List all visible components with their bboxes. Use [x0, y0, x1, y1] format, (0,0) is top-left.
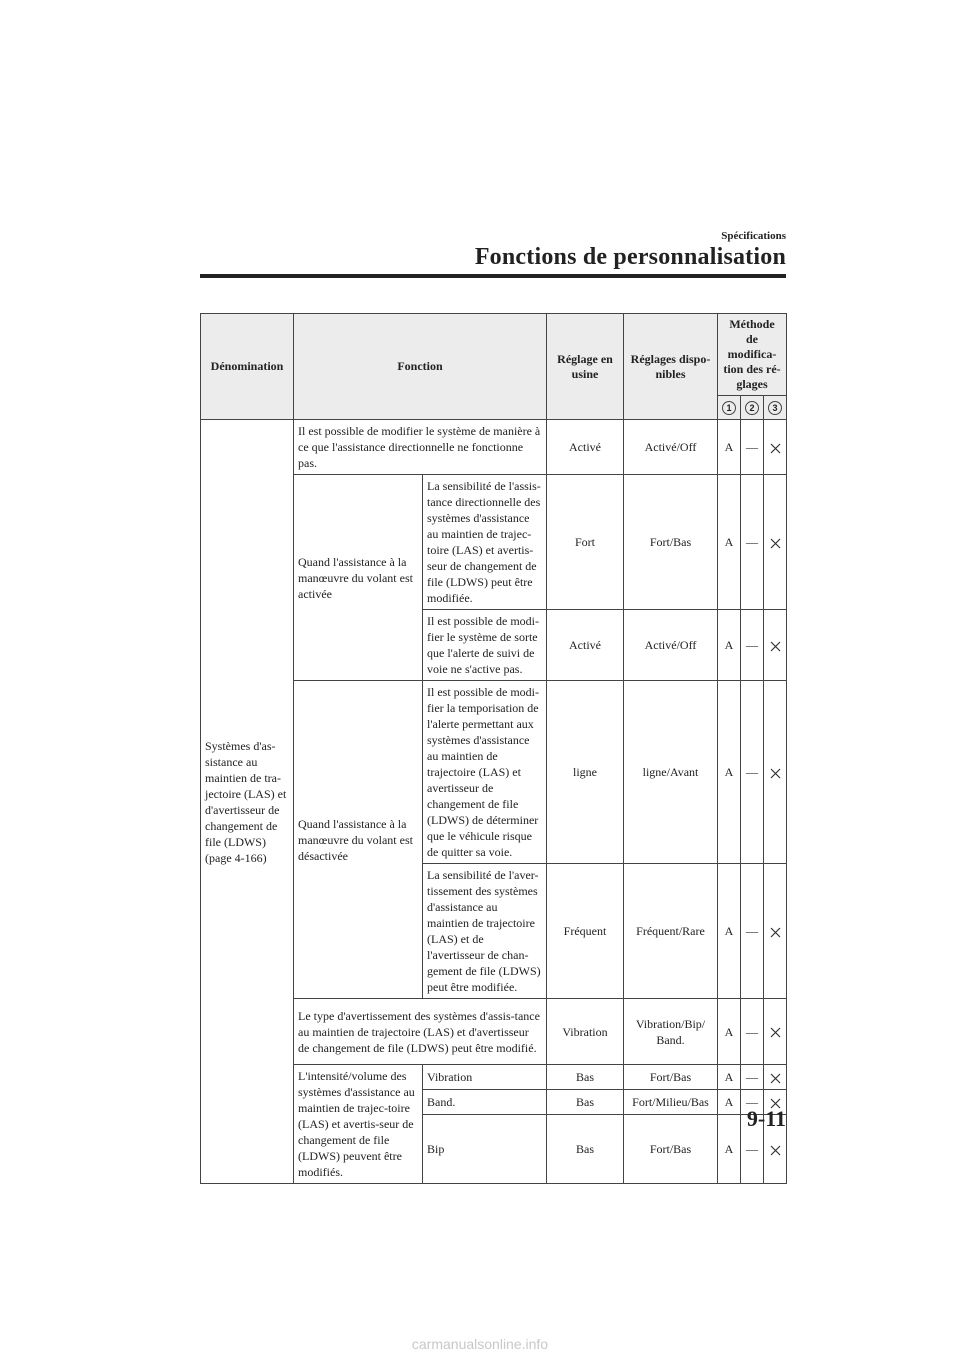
header-rule: [200, 274, 786, 278]
available-cell: Fort/Bas: [624, 475, 718, 610]
sub-condition-cell: Quand l'assistance à la manœuvre du volant est activée: [294, 475, 423, 681]
method-1-cell: A: [718, 420, 741, 475]
function-cell: La sensibilité de l'assis-tance directionnelle des systèmes d'assistance au maintien de trajec-toire (LAS) et avertis-seur de changement de file (LDWS) peut être modifiée.: [423, 475, 547, 610]
method-1-cell: A: [718, 475, 741, 610]
available-cell: Fort/Bas: [624, 1115, 718, 1184]
method-2-cell: —: [741, 1090, 764, 1115]
factory-cell: Activé: [547, 420, 624, 475]
method-2-cell: —: [741, 1065, 764, 1090]
factory-cell: Bas: [547, 1090, 624, 1115]
function-cell: La sensibilité de l'aver-tissement des systèmes d'assistance au maintien de trajectoire (LAS) et de l'avertisseur de chan-gement de file (LDWS) peut être modifiée.: [423, 864, 547, 999]
method-1-cell: A: [718, 1115, 741, 1184]
sub-condition-cell: Quand l'assistance à la manœuvre du volant est désactivée: [294, 681, 423, 999]
page-number: 9-11: [746, 1106, 786, 1131]
factory-cell: Fréquent: [547, 864, 624, 999]
cross-icon: [770, 1145, 781, 1156]
watermark: carmanualsonline.info: [411, 1336, 549, 1352]
cross-icon: [770, 1073, 781, 1084]
available-cell: Vibration/Bip/ Band.: [624, 999, 718, 1065]
available-cell: Activé/Off: [624, 610, 718, 681]
cross-icon: [770, 1027, 781, 1038]
customization-table: [200, 313, 787, 1184]
col-factory-header: Réglage en usine: [547, 314, 624, 420]
method-2-number: 2: [745, 401, 759, 415]
available-cell: Fréquent/Rare: [624, 864, 718, 999]
method-1-number: 1: [722, 401, 736, 415]
group-name-cell: Systèmes d'as-sistance au maintien de tra-jectoire (LAS) et d'avertisseur de changement de file (LDWS) (page 4-166): [201, 420, 294, 1184]
factory-cell: ligne: [547, 681, 624, 864]
factory-cell: Bas: [547, 1065, 624, 1090]
method-2-cell: —: [741, 475, 764, 610]
cross-icon: [770, 538, 781, 549]
factory-cell: Activé: [547, 610, 624, 681]
method-2-cell: —: [741, 864, 764, 999]
method-2-cell: —: [741, 1115, 764, 1184]
type-cell: Band.: [423, 1090, 547, 1115]
cross-icon: [770, 768, 781, 779]
col-name-header: Dénomination: [201, 314, 294, 420]
function-cell: Le type d'avertissement des systèmes d'assis-tance au maintien de trajectoire (LAS) et d'avertisseur de changement de file (LDWS) peut être modifié.: [294, 999, 547, 1065]
available-cell: ligne/Avant: [624, 681, 718, 864]
method-2-cell: —: [741, 420, 764, 475]
available-cell: Fort/Bas: [624, 1065, 718, 1090]
col-function-header: Fonction: [294, 314, 547, 420]
method-2-cell: —: [741, 999, 764, 1065]
table-row: [201, 420, 787, 475]
function-cell: Il est possible de modi-fier la temporisation de l'alerte permettant aux systèmes d'assistance au maintien de trajectoire (LAS) et avertisseur de changement de file (LDWS) de déterminer que le véhicule risque de quitter sa voie.: [423, 681, 547, 864]
cross-icon: [770, 443, 781, 454]
cross-icon: [770, 927, 781, 938]
method-3-number: 3: [768, 401, 782, 415]
method-1-cell: A: [718, 610, 741, 681]
method-2-cell: —: [741, 610, 764, 681]
table-header-row: [201, 314, 787, 396]
col-available-header: Réglages dispo-nibles: [624, 314, 718, 420]
method-1-cell: A: [718, 1065, 741, 1090]
function-cell: Il est possible de modifier le système de manière à ce que l'assistance directionnelle ne fonctionne pas.: [294, 420, 547, 475]
method-1-cell: A: [718, 1090, 741, 1115]
type-cell: Vibration: [423, 1065, 547, 1090]
sub-condition-cell: L'intensité/volume des systèmes d'assistance au maintien de trajec-toire (LAS) et avertis-seur de changement de file (LDWS) peuvent être modifiés.: [294, 1065, 423, 1184]
method-1-cell: A: [718, 864, 741, 999]
available-cell: Fort/Milieu/Bas: [624, 1090, 718, 1115]
type-cell: Bip: [423, 1115, 547, 1184]
available-cell: Activé/Off: [624, 420, 718, 475]
factory-cell: Fort: [547, 475, 624, 610]
cross-icon: [770, 641, 781, 652]
col-method-header: Méthode de modifica-tion des ré-glages: [718, 314, 787, 396]
page-title: Fonctions de personnalisation: [474, 244, 786, 270]
factory-cell: Vibration: [547, 999, 624, 1065]
section-label: Spécifications: [721, 230, 786, 242]
method-1-cell: A: [718, 999, 741, 1065]
factory-cell: Bas: [547, 1115, 624, 1184]
method-2-cell: —: [741, 681, 764, 864]
method-1-cell: A: [718, 681, 741, 864]
function-cell: Il est possible de modi-fier le système de sorte que l'alerte de suivi de voie ne s'active pas.: [423, 610, 547, 681]
